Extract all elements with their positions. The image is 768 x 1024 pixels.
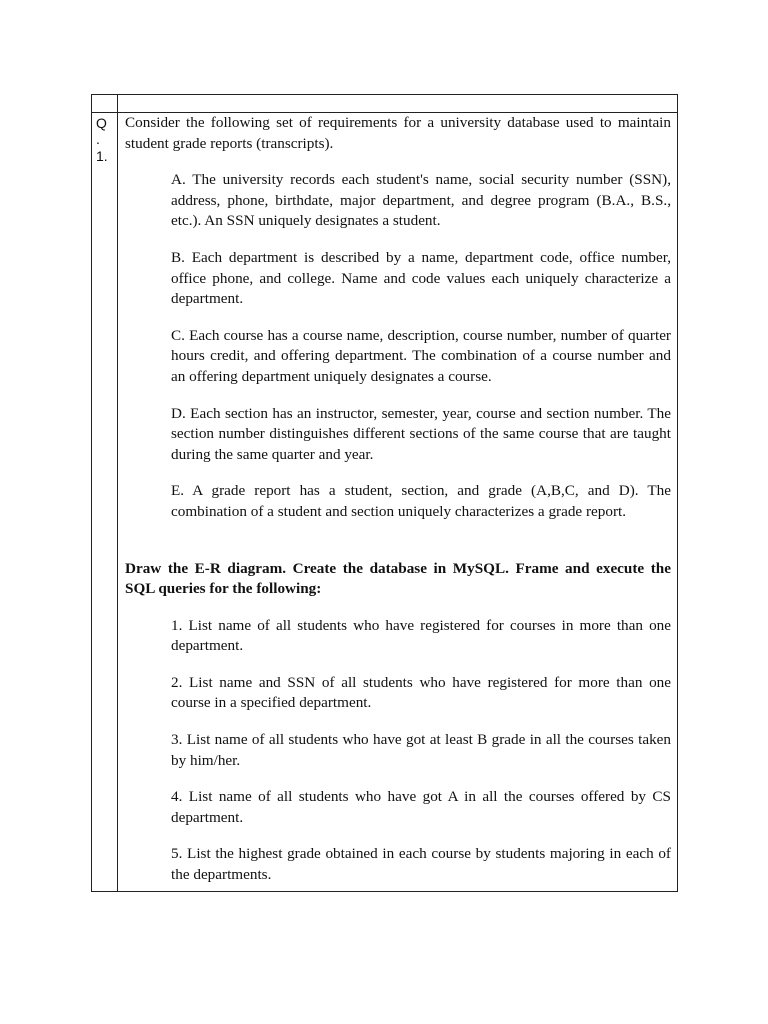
requirement-a: A. The university records each student's name, social security number (SSN), address, phone, birthdate, major department, and degree program (B.A., B.S., etc.). An SSN uniquely designates a student. bbox=[171, 171, 671, 230]
task-instruction: Draw the E-R diagram. Create the database in MySQL. Frame and execute the SQL queries for the following: bbox=[125, 559, 671, 598]
requirement-d: D. Each section has an instructor, semester, year, course and section number. The section number distinguishes different sections of the same course that are taught during the same quarter and year. bbox=[171, 404, 671, 463]
query-2: 2. List name and SSN of all students who have registered for more than one course in a specified department. bbox=[171, 673, 671, 712]
query-3: 3. List name of all students who have got at least B grade in all the courses taken by him/her. bbox=[171, 731, 671, 769]
question-number-part: Q bbox=[96, 115, 107, 131]
question-table bbox=[91, 94, 678, 892]
question-number bbox=[96, 113, 116, 167]
requirement-c: C. Each course has a course name, description, course number, number of quarter hours credit, and offering department. The combination of a course number and an offering department uniquely designates a course. bbox=[171, 326, 671, 385]
query-1: 1. List name of all students who have registered for courses in more than one department. bbox=[171, 616, 671, 655]
question-intro: Consider the following set of requirements for a university database used to maintain student grade reports (transcripts). bbox=[125, 114, 671, 152]
requirement-e: E. A grade report has a student, section, and grade (A,B,C, and D). The combination of a student and section uniquely characterizes a grade report. bbox=[171, 482, 671, 520]
query-4: 4. List name of all students who have got A in all the courses offered by CS department. bbox=[171, 788, 671, 826]
query-5: 5. List the highest grade obtained in each course by students majoring in each of the departments. bbox=[171, 845, 671, 884]
column-divider bbox=[117, 95, 118, 891]
question-number-part: . bbox=[96, 131, 100, 147]
table-header-row bbox=[92, 95, 677, 113]
requirement-b: B. Each department is described by a name, department code, office number, office phone, and college. Name and code values each uniquely characterize a department. bbox=[171, 248, 671, 308]
question-number-part: 1. bbox=[96, 148, 108, 164]
question-content bbox=[125, 113, 671, 902]
